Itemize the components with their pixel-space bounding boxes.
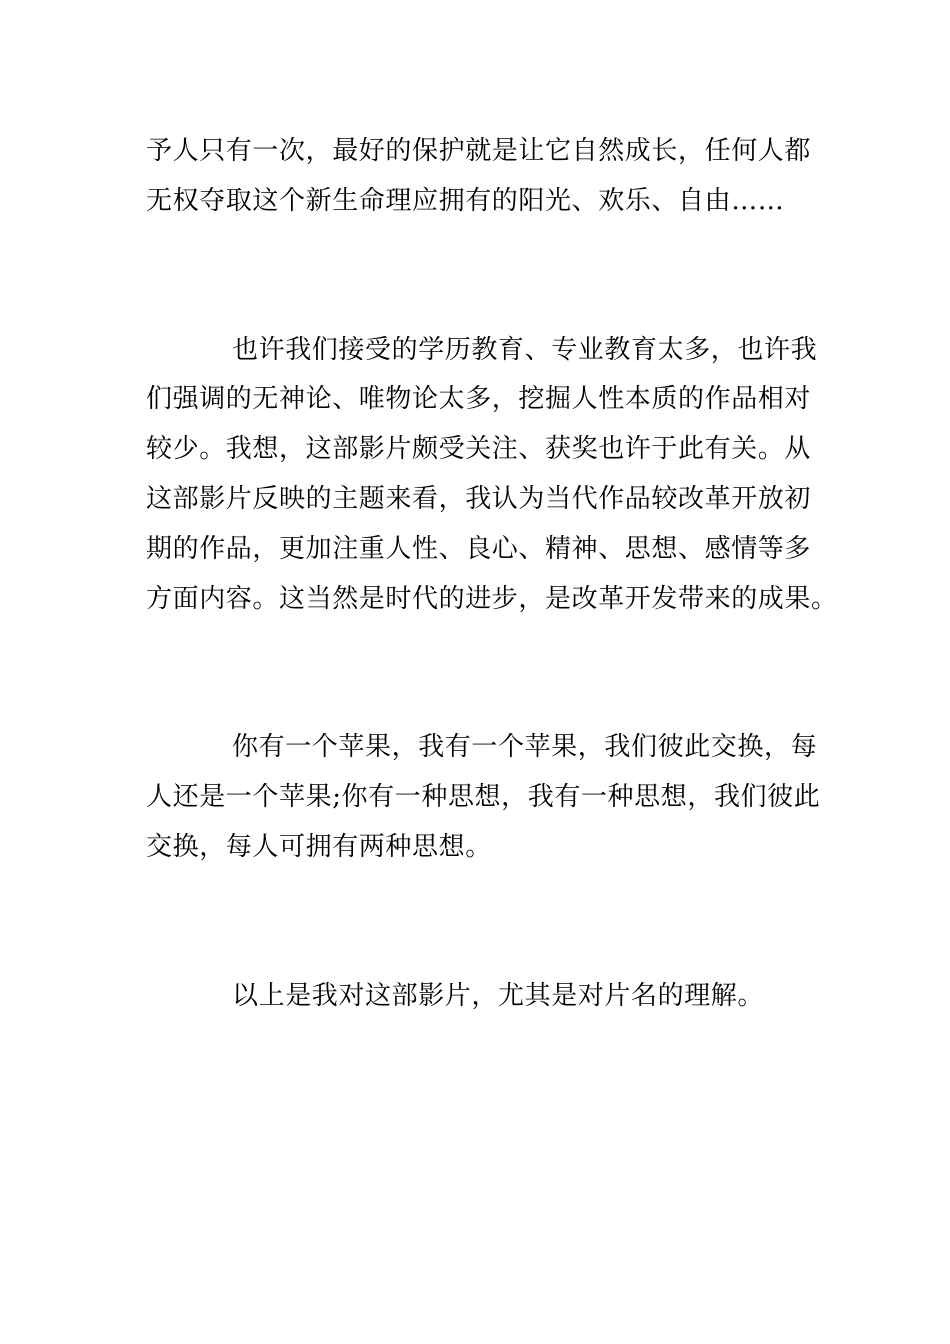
paragraph-line: 人还是一个苹果;你有一种思想，我有一种思想，我们彼此 xyxy=(146,782,821,812)
paragraph-line: 们强调的无神论、唯物论太多，挖掘人性本质的作品相对 xyxy=(146,384,812,414)
paragraph-line: 方面内容。这当然是时代的进步，是改革开发带来的成果。 xyxy=(146,584,838,614)
paragraph-line: 期的作品，更加注重人性、良心、精神、思想、感情等多 xyxy=(146,534,812,564)
paragraph-line: 以上是我对这部影片，尤其是对片名的理解。 xyxy=(232,981,765,1011)
paragraph-line: 你有一个苹果，我有一个苹果，我们彼此交换，每 xyxy=(232,732,818,762)
paragraph-line: 也许我们接受的学历教育、专业教育太多，也许我 xyxy=(232,335,818,365)
paragraph-line: 交换，每人可拥有两种思想。 xyxy=(146,832,492,862)
paragraph-line: 这部影片反映的主题来看，我认为当代作品较改革开放初 xyxy=(146,484,812,514)
paragraph-line: 予人只有一次，最好的保护就是让它自然成长，任何人都 xyxy=(146,136,812,166)
paragraph-line: 无权夺取这个新生命理应拥有的阳光、欢乐、自由…… xyxy=(146,186,785,216)
paragraph-line: 较少。我想，这部影片颇受关注、获奖也许于此有关。从 xyxy=(146,434,812,464)
